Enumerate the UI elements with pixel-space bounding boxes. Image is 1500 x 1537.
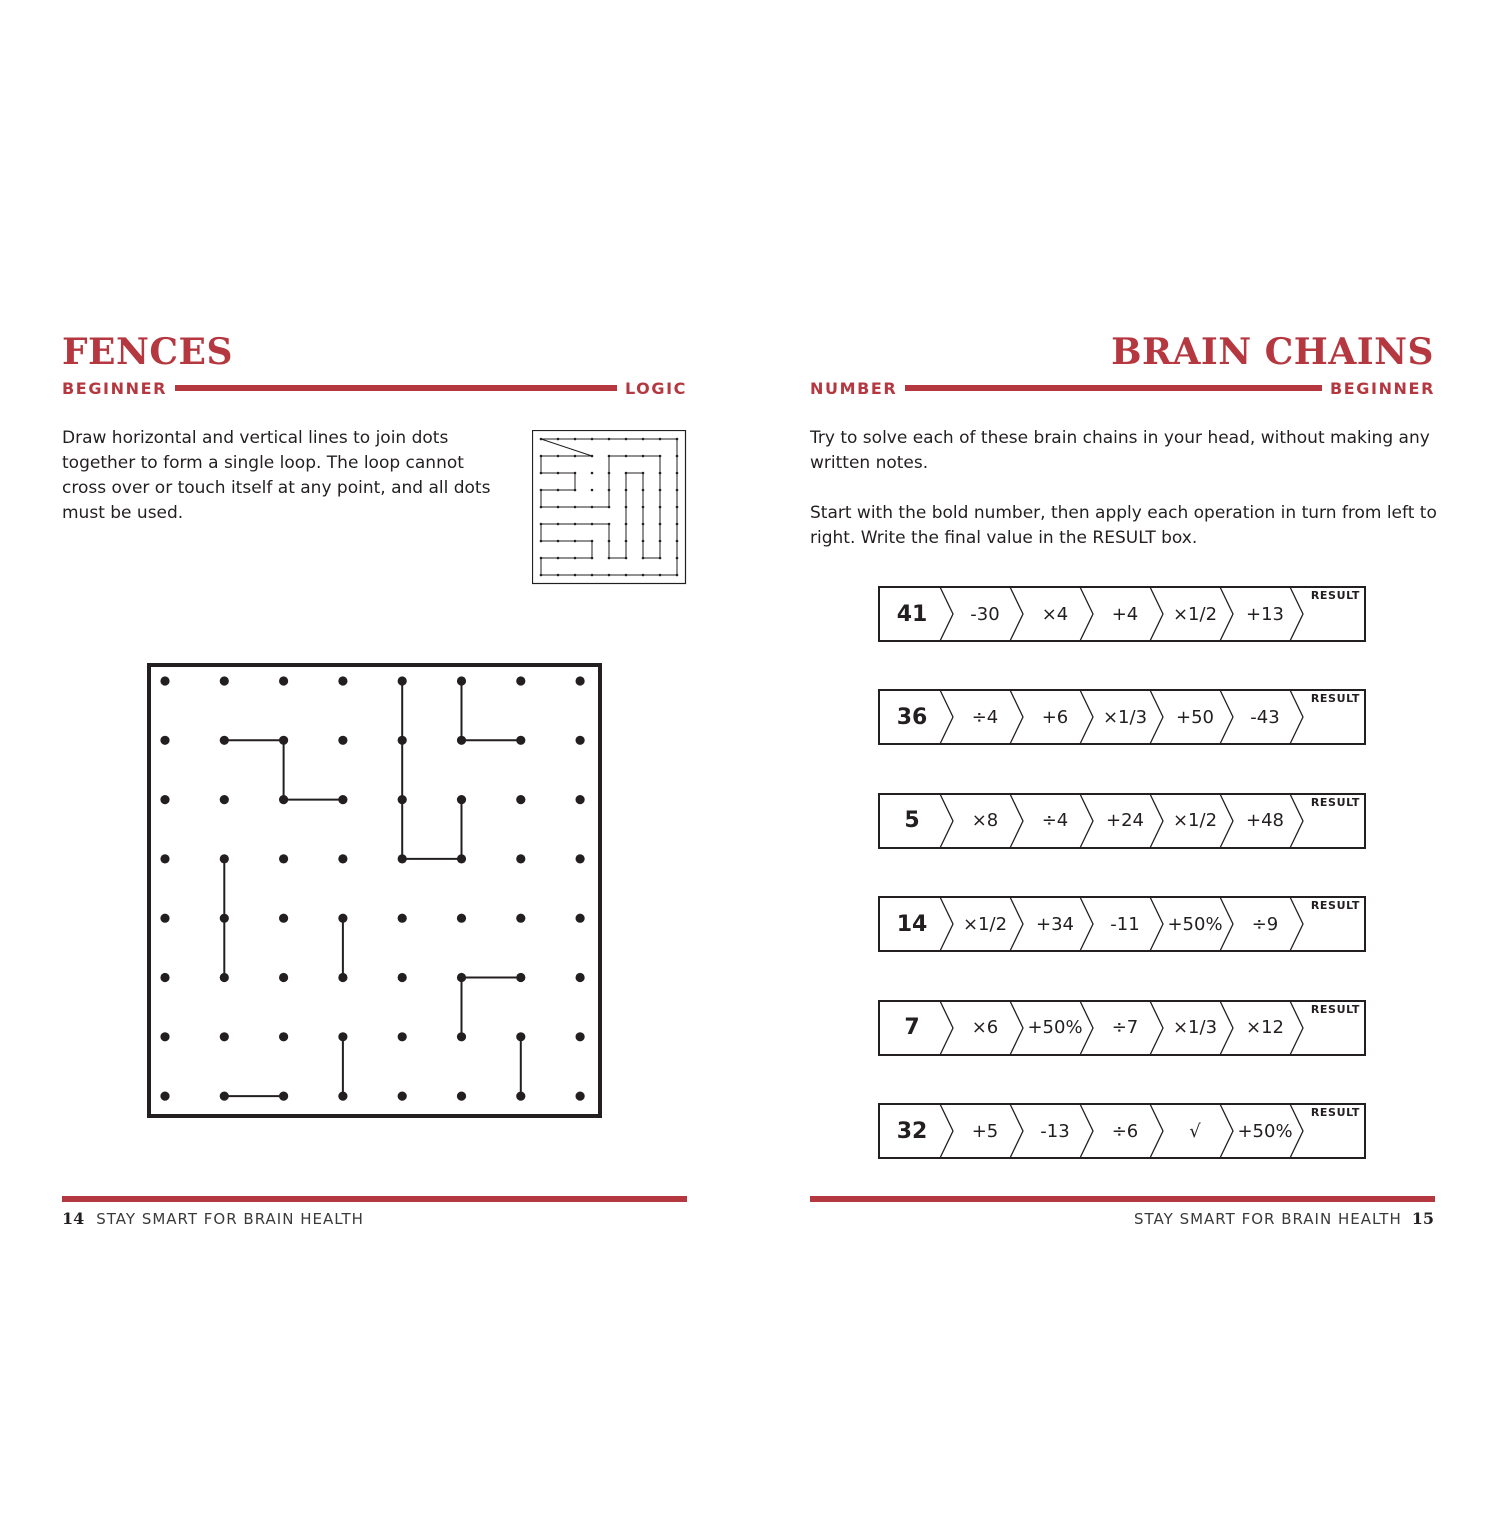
grid-dot — [576, 1092, 585, 1101]
grid-dot — [220, 973, 229, 982]
chain-operation: ×8 — [971, 810, 999, 832]
thumbnail-dot — [659, 489, 662, 492]
thumbnail-dot — [676, 557, 679, 560]
thumbnail-dot — [659, 557, 662, 560]
thumbnail-dot — [676, 506, 679, 509]
grid-dot — [516, 676, 525, 685]
grid-dot — [576, 795, 585, 804]
thumbnail-dot — [608, 523, 611, 526]
brain-chain — [878, 896, 1366, 952]
thumbnail-dot — [625, 472, 628, 475]
thumbnail-dot — [608, 506, 611, 509]
thumbnail-dot — [608, 472, 611, 475]
thumbnail-dot — [540, 506, 543, 509]
grid-dot — [160, 914, 169, 923]
fences-header-rule — [62, 377, 687, 399]
thumbnail-dot — [625, 540, 628, 543]
grid-dot — [279, 1092, 288, 1101]
result-label: RESULT — [1310, 692, 1360, 706]
chain-operation: ×1/2 — [1172, 810, 1218, 832]
thumbnail-dot — [574, 506, 577, 509]
right-page — [750, 0, 1500, 1537]
chain-operation: ×12 — [1246, 1017, 1284, 1039]
grid-dot — [457, 1032, 466, 1041]
thumbnail-dot — [625, 438, 628, 441]
grid-dot — [516, 914, 525, 923]
thumbnail-dot — [608, 438, 611, 441]
grid-dot — [338, 1032, 347, 1041]
grid-dot — [279, 973, 288, 982]
chain-operation: +50% — [1027, 1017, 1083, 1039]
thumbnail-dot — [557, 523, 560, 526]
grid-dot — [160, 1092, 169, 1101]
thumbnail-dot — [574, 438, 577, 441]
grid-dot — [338, 1092, 347, 1101]
page-title-fences: FENCES — [62, 331, 233, 373]
thumbnail-dot — [540, 455, 543, 458]
thumbnail-dot — [540, 540, 543, 543]
thumbnail-dot — [642, 540, 645, 543]
result-answer-box[interactable] — [1310, 602, 1360, 638]
page-number: 14 — [62, 1209, 85, 1228]
chain-operation: ÷9 — [1251, 913, 1279, 935]
grid-dot — [457, 973, 466, 982]
chain-operation: +13 — [1246, 603, 1284, 625]
thumbnail-dot — [625, 489, 628, 492]
result-answer-box[interactable] — [1310, 1016, 1360, 1052]
thumbnail-dot — [608, 574, 611, 577]
grid-dot — [338, 973, 347, 982]
chain-start-number: 41 — [896, 601, 928, 627]
result-answer-box[interactable] — [1310, 809, 1360, 845]
result-label: RESULT — [1310, 589, 1360, 602]
thumbnail-dot — [659, 540, 662, 543]
footer-right — [1134, 1209, 1434, 1231]
thumbnail-dot — [557, 455, 560, 458]
grid-dot — [160, 676, 169, 685]
chain-operation: +50% — [1237, 1120, 1293, 1142]
result-label: RESULT — [1310, 899, 1360, 913]
chain-start-number: 14 — [896, 911, 928, 937]
thumbnail-dot — [625, 523, 628, 526]
chain-operation: +4 — [1111, 603, 1139, 625]
brain-chains-intro: Try to solve each of these brain chains in your head, without making any written notes. — [810, 428, 1430, 473]
grid-dot — [220, 676, 229, 685]
thumbnail-dot — [574, 489, 577, 492]
chain-operation: ÷4 — [971, 706, 999, 728]
thumbnail-dot — [574, 540, 577, 543]
thumbnail-dot — [625, 506, 628, 509]
chain-operation: ×4 — [1041, 603, 1069, 625]
thumbnail-dot — [642, 523, 645, 526]
brain-chains-steps: Start with the bold number, then apply each operation in turn from left to right. Write the final value in the RESULT box. — [810, 503, 1437, 548]
page-title-brain-chains: BRAIN CHAINS — [1111, 331, 1434, 373]
thumbnail-dot — [557, 574, 560, 577]
grid-dot — [279, 914, 288, 923]
thumbnail-dot — [591, 472, 594, 475]
chain-operation: ×1/2 — [1172, 603, 1218, 625]
result-answer-box[interactable] — [1310, 705, 1360, 741]
header-divider — [175, 385, 617, 391]
grid-dot — [220, 736, 229, 745]
thumbnail-dot — [642, 489, 645, 492]
fences-puzzle-grid[interactable] — [147, 663, 602, 1118]
thumbnail-dot — [659, 455, 662, 458]
thumbnail-dot — [676, 438, 679, 441]
thumbnail-dot — [591, 489, 594, 492]
thumbnail-dot — [642, 506, 645, 509]
header-divider — [905, 385, 1322, 391]
grid-dot — [338, 854, 347, 863]
grid-dot — [279, 676, 288, 685]
grid-dot — [279, 736, 288, 745]
thumbnail-dot — [540, 557, 543, 560]
grid-dot — [220, 1032, 229, 1041]
grid-dot — [220, 795, 229, 804]
grid-dot — [576, 914, 585, 923]
thumbnail-dot — [659, 523, 662, 526]
chain-operation: +50% — [1167, 913, 1223, 935]
thumbnail-dot — [557, 540, 560, 543]
thumbnail-dot — [557, 557, 560, 560]
thumbnail-dot — [557, 506, 560, 509]
thumbnail-dot — [676, 574, 679, 577]
thumbnail-dot — [591, 540, 594, 543]
grid-dot — [516, 795, 525, 804]
grid-dot — [457, 914, 466, 923]
chain-operation: +50 — [1176, 706, 1214, 728]
thumbnail-dot — [642, 557, 645, 560]
thumbnail-dot — [625, 574, 628, 577]
chain-operation: ×6 — [971, 1017, 999, 1039]
chain-operation: +6 — [1041, 706, 1069, 728]
chain-start-number: 36 — [896, 704, 928, 730]
thumbnail-dot — [574, 523, 577, 526]
grid-dot — [338, 676, 347, 685]
thumbnail-dot — [540, 489, 543, 492]
thumbnail-dot — [591, 438, 594, 441]
result-label: RESULT — [1310, 795, 1360, 809]
grid-dot — [457, 854, 466, 863]
thumbnail-dot — [642, 438, 645, 441]
grid-dot — [516, 736, 525, 745]
chain-operation: +34 — [1036, 913, 1074, 935]
grid-dot — [457, 1092, 466, 1101]
grid-dot — [398, 854, 407, 863]
grid-dot — [516, 1092, 525, 1101]
thumbnail-dot — [608, 455, 611, 458]
thumbnail-dot — [676, 472, 679, 475]
thumbnail-dot — [574, 472, 577, 475]
result-label: RESULT — [1310, 1106, 1360, 1119]
grid-dot — [457, 676, 466, 685]
chain-operation: ×1/3 — [1172, 1017, 1218, 1039]
difficulty-label: BEGINNER — [1329, 378, 1435, 398]
footer-left — [62, 1209, 364, 1231]
thumbnail-dot — [625, 557, 628, 560]
chain-start-number: 5 — [904, 808, 920, 834]
chain-operation: -30 — [970, 603, 1000, 625]
brain-chain — [878, 586, 1366, 642]
chain-operation: ÷7 — [1111, 1017, 1139, 1039]
thumbnail-dot — [608, 540, 611, 543]
chain-start-number: 7 — [904, 1015, 920, 1041]
grid-dot — [576, 736, 585, 745]
grid-dot — [279, 854, 288, 863]
grid-dot — [279, 795, 288, 804]
chain-operation: ×1/3 — [1102, 706, 1148, 728]
grid-dot — [398, 973, 407, 982]
book-title: STAY SMART FOR BRAIN HEALTH — [96, 1210, 364, 1228]
thumbnail-dot — [557, 489, 560, 492]
chain-start-number: 32 — [896, 1118, 928, 1144]
chain-operation: +48 — [1246, 810, 1284, 832]
chain-operation: ×1/2 — [962, 913, 1008, 935]
thumbnail-dot — [676, 455, 679, 458]
footer-divider — [810, 1196, 1435, 1202]
thumbnail-dot — [591, 574, 594, 577]
chain-operation: -43 — [1250, 706, 1280, 728]
fences-instructions: Draw horizontal and vertical lines to join dots together to form a single loop. The loop cannot cross over or touch itself at any point, and all dots must be used. — [62, 428, 491, 523]
grid-dot — [457, 736, 466, 745]
brain-chains-header-rule — [810, 377, 1435, 399]
thumbnail-dot — [540, 523, 543, 526]
grid-dot — [160, 736, 169, 745]
grid-dot — [220, 854, 229, 863]
thumbnail-dot — [642, 472, 645, 475]
grid-dot — [576, 973, 585, 982]
grid-dot — [338, 795, 347, 804]
thumbnail-dot — [642, 455, 645, 458]
grid-dot — [398, 676, 407, 685]
result-answer-box[interactable] — [1310, 912, 1360, 948]
thumbnail-dot — [591, 506, 594, 509]
difficulty-label: BEGINNER — [62, 378, 168, 398]
puzzle-border — [149, 665, 600, 1116]
result-answer-box[interactable] — [1310, 1119, 1360, 1155]
grid-dot — [220, 914, 229, 923]
grid-dot — [398, 736, 407, 745]
chain-operation: √ — [1189, 1120, 1201, 1142]
grid-dot — [516, 973, 525, 982]
thumbnail-dot — [659, 574, 662, 577]
thumbnail-dot — [608, 489, 611, 492]
thumbnail-dot — [625, 455, 628, 458]
grid-dot — [576, 1032, 585, 1041]
category-label: NUMBER — [810, 378, 898, 398]
chain-operation: +24 — [1106, 810, 1144, 832]
grid-dot — [398, 1092, 407, 1101]
grid-dot — [516, 1032, 525, 1041]
chain-operation: +5 — [971, 1120, 999, 1142]
thumbnail-dot — [608, 557, 611, 560]
thumbnail-dot — [557, 438, 560, 441]
grid-dot — [338, 914, 347, 923]
grid-dot — [457, 795, 466, 804]
grid-dot — [576, 676, 585, 685]
chain-operation: -11 — [1110, 913, 1140, 935]
thumbnail-dot — [676, 489, 679, 492]
grid-dot — [160, 973, 169, 982]
grid-dot — [338, 736, 347, 745]
grid-dot — [516, 854, 525, 863]
grid-dot — [398, 914, 407, 923]
thumbnail-dot — [574, 574, 577, 577]
thumbnail-dot — [659, 472, 662, 475]
thumbnail-dot — [676, 540, 679, 543]
brain-chain — [878, 689, 1366, 745]
chain-operation: ÷6 — [1111, 1120, 1139, 1142]
grid-dot — [279, 1032, 288, 1041]
fences-example-thumbnail — [532, 430, 687, 585]
brain-chain — [878, 793, 1366, 849]
grid-dot — [160, 1032, 169, 1041]
thumbnail-dot — [540, 574, 543, 577]
thumbnail-dot — [591, 523, 594, 526]
thumbnail-dot — [574, 557, 577, 560]
book-title: STAY SMART FOR BRAIN HEALTH — [1134, 1210, 1402, 1228]
grid-dot — [160, 854, 169, 863]
page-number: 15 — [1411, 1209, 1434, 1228]
brain-chain — [878, 1103, 1366, 1159]
result-label: RESULT — [1310, 1002, 1360, 1016]
thumbnail-dot — [591, 455, 594, 458]
grid-dot — [576, 854, 585, 863]
thumbnail-dot — [591, 557, 594, 560]
thumbnail-dot — [659, 438, 662, 441]
chain-operation: -13 — [1040, 1120, 1070, 1142]
chain-operation: ÷4 — [1041, 810, 1069, 832]
thumbnail-dot — [642, 574, 645, 577]
grid-dot — [398, 795, 407, 804]
category-label: LOGIC — [624, 378, 687, 398]
grid-dot — [398, 1032, 407, 1041]
thumbnail-dot — [574, 455, 577, 458]
thumbnail-dot — [557, 472, 560, 475]
thumbnail-dot — [540, 438, 543, 441]
grid-dot — [220, 1092, 229, 1101]
brain-chain — [878, 1000, 1366, 1056]
thumbnail-dot — [676, 523, 679, 526]
thumbnail-dot — [659, 506, 662, 509]
thumbnail-dot — [540, 472, 543, 475]
footer-divider — [62, 1196, 687, 1202]
grid-dot — [160, 795, 169, 804]
